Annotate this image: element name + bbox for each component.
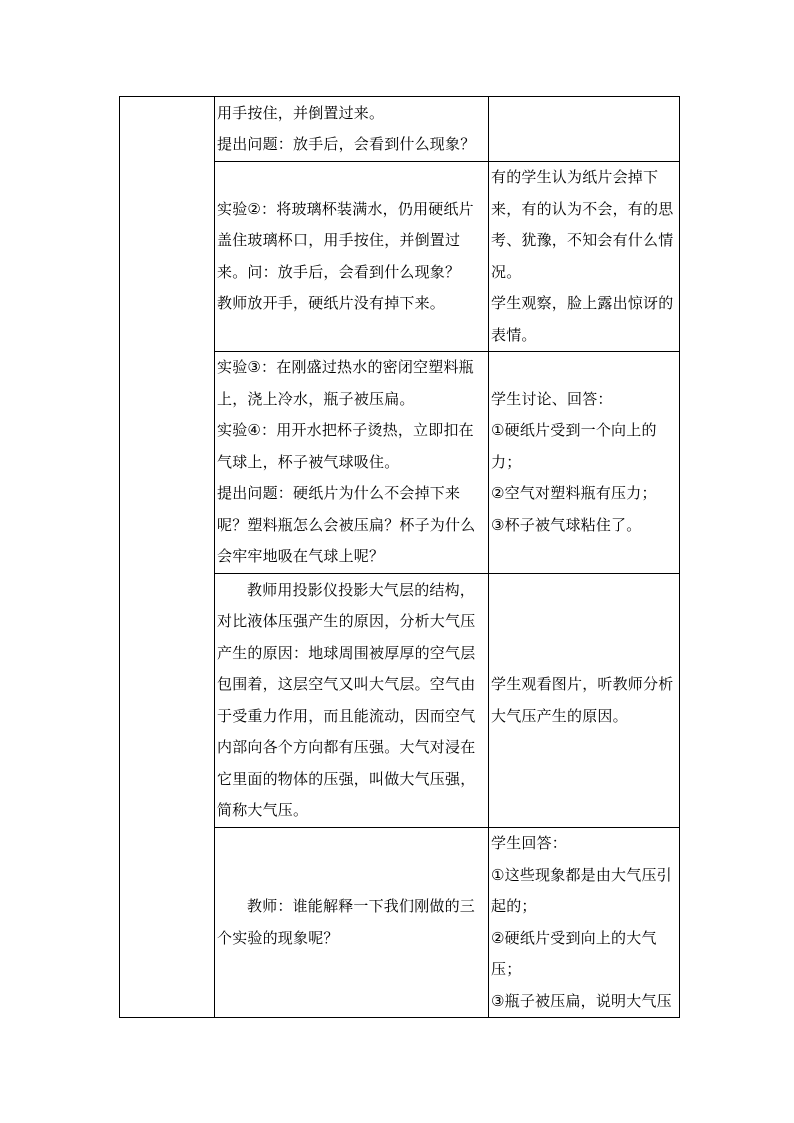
teacher-activity-cell — [215, 352, 489, 574]
teacher-activity-cell — [215, 162, 489, 352]
teacher-activity-text: 教师：谁能解释一下我们刚做的三个实验的现象呢？ — [217, 897, 476, 947]
stage-column-cell — [120, 97, 215, 1018]
teacher-activity-text: 用手按住，并倒置过来。 提出问题：放手后，会看到什么现象？ — [217, 103, 476, 153]
teacher-activity-text: 实验③：在刚盛过热水的密闭空塑料瓶上，浇上冷水，瓶子被压扁。 实验④：用开水把杯子烫热，立即扣在气球上，杯子被气球吸住。 提出问题：硬纸片为什么不会掉下来呢？塑料瓶怎么会被压扁？杯子为什么会牢牢地吸在气球上呢？ — [217, 358, 476, 566]
student-activity-text: 学生讨论、回答： ①硬纸片受到一个向上的力； ②空气对塑料瓶有压力； ③杯子被气球粘住了。 — [491, 389, 657, 534]
teacher-activity-cell — [215, 97, 489, 162]
lesson-plan-table — [119, 96, 680, 1018]
student-activity-cell — [489, 828, 680, 1018]
student-activity-cell — [489, 162, 680, 352]
student-activity-text: 有的学生认为纸片会掉下来，有的认为不会，有的思考、犹豫，不知会有什么情况。 学生观察，脸上露出惊讶的表情。 — [491, 168, 674, 344]
student-activity-text: 学生回答： ①这些现象都是由大气压引起的； ②硬纸片受到向上的大气压； ③瓶子被压扁，说明大气压 — [491, 834, 672, 1010]
student-activity-cell — [489, 574, 680, 828]
teacher-activity-text: 实验②：将玻璃杯装满水，仍用硬纸片盖住玻璃杯口，用手按住，并倒置过来。问：放手后，会看到什么现象？ 教师放开手，硬纸片没有掉下来。 — [217, 199, 474, 312]
table-row — [120, 97, 680, 162]
teacher-activity-cell — [215, 574, 489, 828]
student-activity-cell — [489, 352, 680, 574]
teacher-activity-cell — [215, 828, 489, 1018]
teacher-activity-text: 教师用投影仪投影大气层的结构，对比液体压强产生的原因，分析大气压产生的原因：地球周围被厚厚的空气层包围着，这层空气又叫大气层。空气由于受重力作用，而且能流动，因而空气内部向各个方向都有压强。大气对浸在它里面的物体的压强，叫做大气压强，简称大气压。 — [217, 580, 476, 819]
student-activity-cell — [489, 97, 680, 162]
student-activity-text: 学生观看图片，听教师分析大气压产生的原因。 — [491, 675, 674, 725]
